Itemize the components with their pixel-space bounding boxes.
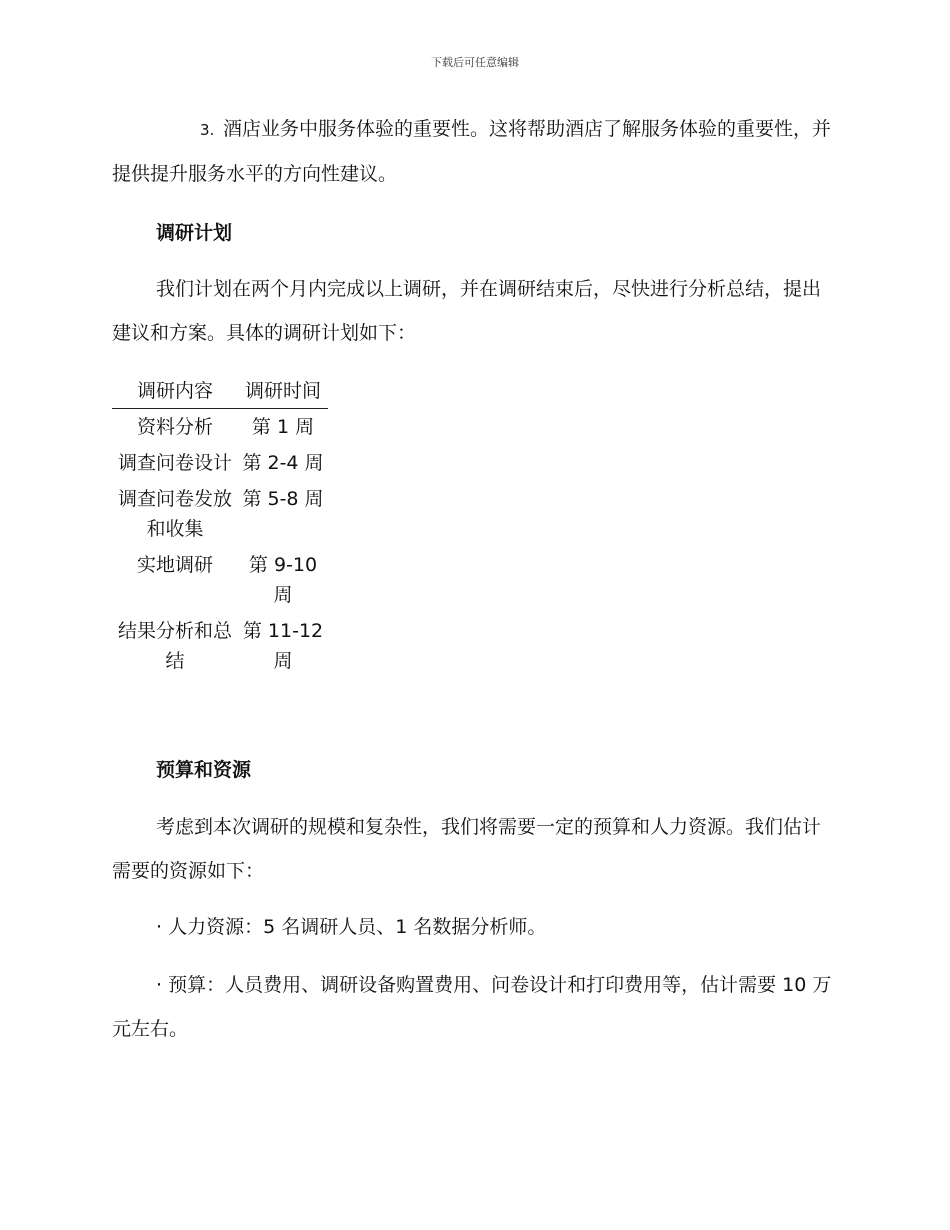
table-cell-time: 第 9-10 周 <box>248 554 318 606</box>
table-header-row <box>112 376 328 409</box>
table-cell-content: 结果分析和总结 <box>117 620 232 672</box>
table-cell-time: 第 11-12 周 <box>242 620 324 672</box>
column-header-content: 调研内容 <box>112 376 238 409</box>
item-3-paragraph <box>112 107 834 196</box>
table-row <box>112 481 328 547</box>
table-row <box>112 547 328 613</box>
table-cell-content: 调查问卷发放和收集 <box>117 488 232 540</box>
bullet-item-staff: · 人力资源：5 名调研人员、1 名数据分析师。 <box>156 916 547 938</box>
table-cell-time: 第 1 周 <box>251 416 315 438</box>
plan-heading: 调研计划 <box>156 222 233 244</box>
table-cell-time: 第 2-4 周 <box>242 452 324 474</box>
item-number: 3. <box>200 121 215 139</box>
item-3-text: 酒店业务中服务体验的重要性。这将帮助酒店了解服务体验的重要性，并提供提升服务水平的方向性建议。 <box>112 118 832 185</box>
table-row <box>112 445 328 481</box>
budget-heading: 预算和资源 <box>156 759 252 781</box>
table-cell-time: 第 5-8 周 <box>242 488 324 510</box>
research-plan-table <box>112 376 328 679</box>
table-row <box>112 613 328 679</box>
column-header-time: 调研时间 <box>238 376 328 409</box>
table-cell-content: 调查问卷设计 <box>117 452 232 474</box>
table-cell-content: 资料分析 <box>136 416 213 438</box>
plan-intro-paragraph: 我们计划在两个月内完成以上调研，并在调研结束后，尽快进行分析总结，提出建议和方案。具体的调研计划如下： <box>112 278 822 344</box>
budget-intro-paragraph: 考虑到本次调研的规模和复杂性，我们将需要一定的预算和人力资源。我们估计需要的资源如下： <box>112 816 822 882</box>
table-row <box>112 409 328 446</box>
bullet-item-budget: · 预算：人员费用、调研设备购置费用、问卷设计和打印费用等，估计需要 10 万元左右。 <box>112 974 832 1040</box>
table-cell-content: 实地调研 <box>136 554 213 576</box>
page-header: 下载后可任意编辑 <box>431 56 519 69</box>
